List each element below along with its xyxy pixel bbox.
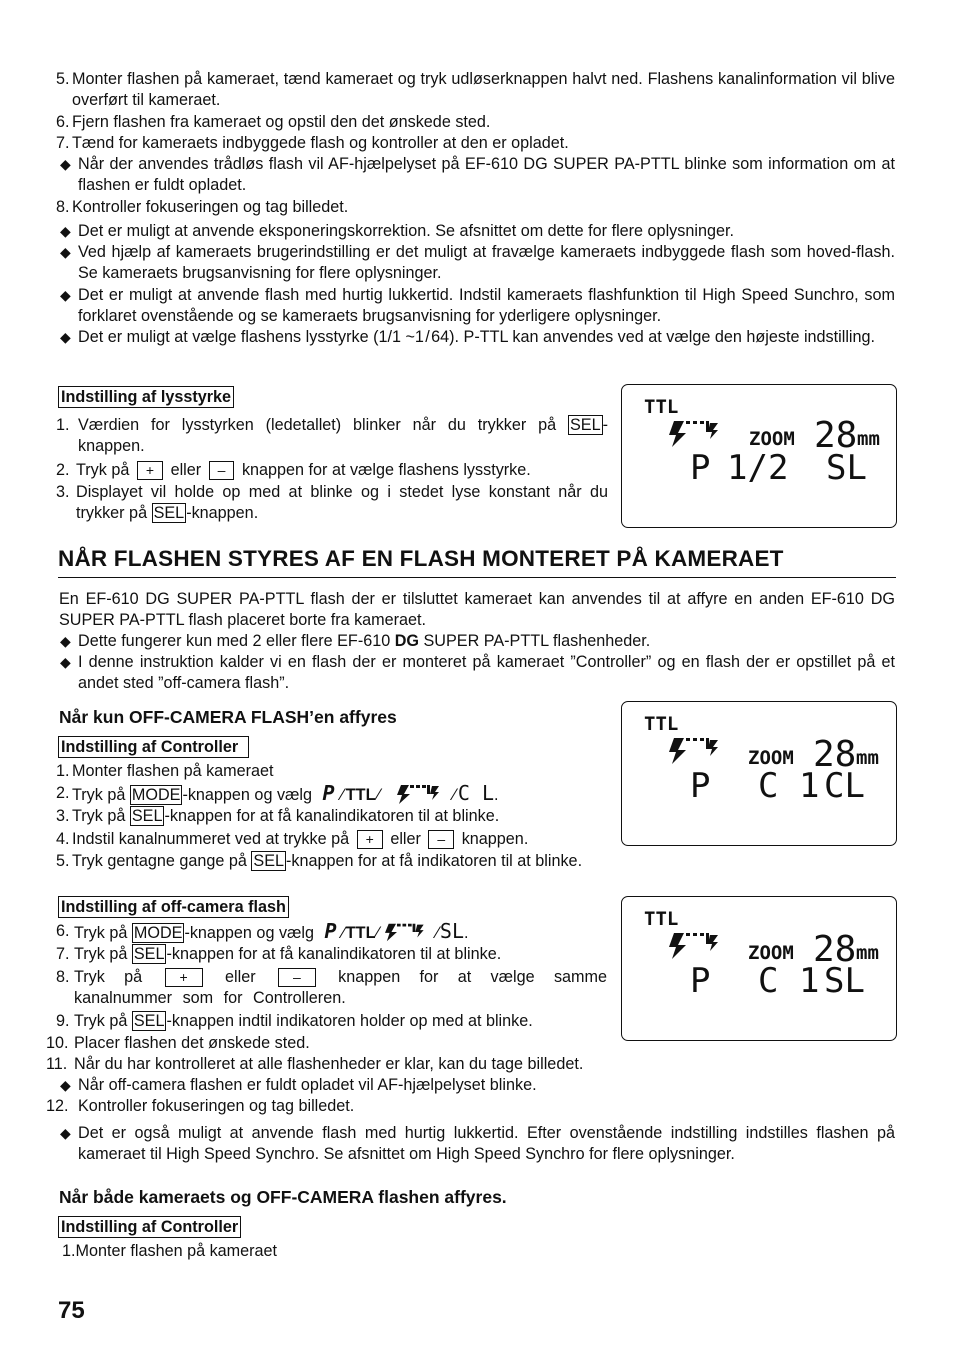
- lcd-mode: P: [690, 961, 711, 1001]
- svg-text:28: 28: [813, 929, 857, 970]
- lcd-display: [622, 702, 896, 845]
- mode-key: MODE: [131, 786, 181, 804]
- both-step-1: 1.Monter flashen på kameraet: [62, 1242, 278, 1260]
- mode-p-symbol: P: [324, 919, 337, 943]
- note-brightness: ◆ Det er muligt at vælge flashens lysstyrke (1/1 ~1 / 64). P-TTL kan anvendes ved at vælge den højeste indstilling.: [60, 327, 895, 348]
- section-title: NÅR FLASHEN STYRES AF EN FLASH MONTERET PÅ KAMERAET: [58, 543, 896, 578]
- step-number: 6.: [56, 922, 70, 940]
- minus-key: –: [278, 968, 316, 987]
- step-text: Kontroller fokuseringen og tag billedet.: [72, 198, 349, 216]
- step-number: 9.: [56, 1012, 70, 1030]
- svg-text:ZOOM: ZOOM: [748, 942, 794, 964]
- svg-text:mm: mm: [856, 747, 879, 769]
- wireless-flash-icon: [669, 738, 718, 764]
- plus-key: +: [137, 461, 163, 480]
- svg-text:TTL: TTL: [644, 908, 679, 930]
- step-number: 3.: [56, 807, 70, 825]
- minus-key: –: [209, 461, 235, 480]
- step-number: 1.: [56, 762, 70, 780]
- step-number: 12.: [46, 1097, 69, 1115]
- note-terminology: ◆ I denne instruktion kalder vi en flash der er monteret på kameraet ”Controller” og en flash der er opstillet på et andet sted ”off-camera flash”.: [60, 652, 895, 694]
- lcd-ttl: TTL: [644, 396, 679, 418]
- svg-text:mm: mm: [856, 942, 879, 964]
- note-user-setting: ◆ Ved hjælp af kameraets brugerindstilling er det muligt at fravælge kameraets indbyggede flash som hoved-flash. Se kameraets brugsanvisning for flere oplysninger.: [60, 242, 895, 284]
- step-text: Tænd for kameraets indbyggede flash og kontroller at den er opladet.: [72, 134, 569, 152]
- mode-key: MODE: [133, 924, 183, 942]
- step-number: 2.: [56, 784, 70, 802]
- lcd-display: [622, 897, 896, 1040]
- step-5: [56, 69, 895, 111]
- sel-key: SEL: [570, 416, 601, 434]
- step-number: 1.: [56, 416, 70, 434]
- wireless-flash-icon: [397, 784, 447, 804]
- lcd-ratio: 1/2: [727, 448, 789, 488]
- wireless-flash-icon: [669, 421, 718, 447]
- controller-header: Indstilling af Controller: [58, 736, 249, 758]
- lcd-mode: P: [690, 766, 711, 806]
- sel-key: SEL: [133, 1012, 165, 1030]
- both-controller-header: Indstilling af Controller: [58, 1216, 241, 1238]
- step-number: 8.: [56, 968, 70, 986]
- controller-step-2: 2. Tryk på MODE -knappen og vælg P ⁄ TTL ⁄ ⁄ C L.: [56, 781, 499, 805]
- off-step-11: 11. Når du har kontrolleret at alle flashenheder er klar, kan du tage billedet.: [46, 1055, 584, 1073]
- step-text: Monter flashen på kameraet, tænd kameraet og tryk udløserknappen halvt ned. Flashens kanalinformation vil blive overført til kameraet.: [72, 70, 895, 109]
- sel-key: SEL: [153, 504, 185, 522]
- step-number: 7.: [56, 134, 70, 152]
- controller-step-5: 5. Tryk gentagne gange på SEL -knappen for at få indikatoren til at blinke.: [56, 852, 583, 870]
- lcd-mode: P: [690, 448, 711, 488]
- step-number: 2.: [56, 461, 70, 479]
- sel-key: SEL: [253, 852, 285, 870]
- step-8: [56, 197, 895, 218]
- controller-step-3: 3. Tryk på SEL -knappen for at få kanalindikatoren til at blinke.: [56, 807, 500, 825]
- step-number: 10.: [46, 1034, 69, 1052]
- note-exposure: ◆ Det er muligt at anvende eksponeringskorrektion. Se afsnittet om dette for flere oplysninger.: [60, 221, 895, 242]
- controller-symbol: C L: [457, 781, 495, 805]
- svg-text:TTL: TTL: [644, 713, 679, 735]
- step-number: 5.: [56, 852, 70, 870]
- lcd-role: CL: [824, 766, 865, 806]
- lcd-unit: mm: [857, 428, 880, 450]
- lcd-zoom-label: ZOOM: [749, 428, 795, 450]
- note-off-camera-charged: ◆ Når off-camera flashen er fuldt opladet vil AF-hjælpelyset blinke.: [60, 1075, 700, 1096]
- step-number: 8.: [56, 198, 70, 216]
- note-af-light: ◆ Når der anvendes trådløs flash vil AF-hjælpelyset på EF-610 DG SUPER PA-PTTL blinke som information om at flashen er fuldt opladet.: [60, 154, 895, 196]
- step-number: 3.: [56, 483, 70, 501]
- off-camera-header: Indstilling af off-camera flash: [58, 896, 289, 918]
- off-step-6: 6. Tryk på MODE -knappen og vælg P ⁄TTL⁄ ⁄SL.: [56, 919, 469, 943]
- step-number: 11.: [46, 1055, 68, 1073]
- step-number: 6.: [56, 113, 70, 131]
- lcd-panel-brightness: [621, 384, 897, 528]
- brightness-header: Indstilling af lysstyrke: [58, 386, 234, 408]
- lcd-panel-controller: [621, 701, 897, 846]
- wireless-flash-icon: [669, 933, 718, 959]
- brightness-step-1: 1. Værdien for lysstyrken (ledetallet) blinker når du trykker på SEL -knappen.: [56, 416, 608, 455]
- controller-step-4: 4. Indstil kanalnummeret ved at trykke på + eller – knappen.: [56, 830, 529, 848]
- lcd-channel: C 1: [758, 961, 820, 1001]
- wireless-flash-icon: [385, 922, 431, 942]
- sel-key: SEL: [133, 945, 165, 963]
- controller-step-1: 1. Monter flashen på kameraet: [56, 762, 274, 780]
- minus-key: –: [428, 830, 454, 849]
- slave-symbol: SL: [439, 919, 464, 943]
- lcd-role: SL: [824, 961, 865, 1001]
- lcd-zoom-value: 28: [814, 415, 858, 456]
- step-7: [56, 133, 895, 154]
- lcd-role: SL: [826, 448, 867, 488]
- section-intro: En EF-610 DG SUPER PA-PTTL flash der er tilsluttet kameraet kan anvendes til at affyre en anden EF-610 DG SUPER PA-PTTL flash placeret borte fra kameraet.: [59, 590, 895, 629]
- page-number: 75: [58, 1297, 85, 1324]
- step-text: Fjern flashen fra kameraet og opstil den det ønskede sted.: [72, 113, 491, 131]
- plus-key: +: [357, 830, 383, 849]
- step-6: [56, 112, 895, 133]
- brightness-step-3: 3. Displayet vil holde op med at blinke og i stedet lyse konstant når du trykker på SEL -knappen.: [56, 483, 608, 522]
- off-step-8: 8. Tryk på + eller – knappen for at vælge samme kanalnummer som for Controlleren.: [56, 968, 608, 1007]
- lcd-channel: C 1: [758, 766, 820, 806]
- mode-p-symbol: P: [322, 781, 335, 805]
- off-step-12: 12. Kontroller fokuseringen og tag billedet.: [46, 1097, 355, 1115]
- lcd-display: [622, 385, 896, 527]
- plus-key: +: [165, 968, 203, 987]
- svg-text:ZOOM: ZOOM: [748, 747, 794, 769]
- svg-text:28: 28: [813, 734, 857, 775]
- brightness-step-2: 2. Tryk på + eller – knappen for at vælge flashens lysstyrke.: [56, 461, 531, 479]
- step-number: 5.: [56, 70, 70, 88]
- step-number: 7.: [56, 945, 70, 963]
- step-number: 4.: [56, 830, 70, 848]
- off-step-7: 7. Tryk på SEL -knappen for at få kanalindikatoren til at blinke.: [56, 945, 502, 963]
- sel-key: SEL: [131, 807, 163, 825]
- off-step-9: 9. Tryk på SEL -knappen indtil indikatoren holder op med at blinke.: [56, 1012, 533, 1030]
- lcd-panel-off-camera: [621, 896, 897, 1041]
- note-high-speed: ◆ Det er muligt at anvende flash med hurtig lukkertid. Indstil kameraets flashfunktion til High Speed Sunchro, som forklaret ovenstående og se kameraets brugsanvisning for yderligere oplysninger.: [60, 285, 895, 327]
- subsection-off-only: Når kun OFF-CAMERA FLASH’en affyres: [59, 707, 397, 727]
- note-two-units: ◆ Dette fungerer kun med 2 eller flere EF-610 DG SUPER PA-PTTL flashenheder.: [60, 631, 895, 652]
- off-step-10: 10. Placer flashen det ønskede sted.: [46, 1034, 310, 1052]
- subsection-both: Når både kameraets og OFF-CAMERA flashen affyres.: [59, 1187, 507, 1207]
- note-high-speed-sync: ◆ Det er også muligt at anvende flash med hurtig lukkertid. Efter ovenstående indstilling indstilles flashen på kameraet til High Speed Synchro. Se afsnittet om High Speed Synchro for flere oplysninger.: [60, 1123, 895, 1165]
